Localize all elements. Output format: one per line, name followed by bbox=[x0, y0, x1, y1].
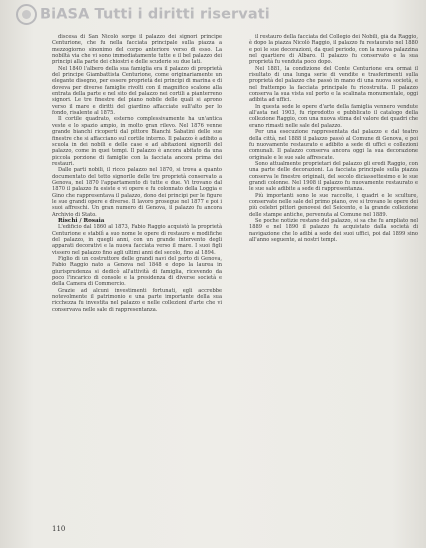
section-heading: Rischi / Rosaia bbox=[58, 217, 105, 224]
biasa-logo-icon bbox=[16, 4, 37, 25]
watermark bbox=[16, 4, 270, 25]
paragraph: Nel 1881, la condizione del Conte Centurione era ormai il risultato di una lunga serie di vendite e trasferimenti sulla proprietà del palazzo che passò in mano di una nuova società, e nel frattempo la facciata principale fu ricostruita. Il palazzo conserva la sua vista sul porto e la scalinata monumentale, oggi adibita ad uffici. bbox=[249, 65, 418, 104]
left-column bbox=[52, 34, 222, 522]
right-column bbox=[249, 34, 418, 522]
paragraph: Grazie ad alcuni investimenti fortunati, egli accrebbe notevolmente il patrimonio e una parte importante della sua ricchezza fu investita nel palazzo e nelle collezioni d'arte che vi conservava nelle sale di rappresentanza. bbox=[52, 287, 222, 313]
page-number: 110 bbox=[52, 525, 66, 533]
watermark-text: BiASA Tutti i diritti riservati bbox=[40, 6, 270, 23]
paragraph: Dalle parti nobili, il ricco palazzo nel 1870, si trova a quanto documentato del tetto signorile delle tre proprietà conservato a Genova, nel 1870 l'appartamento di tutte e due. Vi trovano dal 1870 il palazzo fu esiste e vi opere e fu colonnato della Loggia e Gino che rappresentava il palazzo, dono dei principi per le figure le sue grandi opere e diverse. Il lavoro prosegue nel 1877 e poi i suoi affreschi. Un gran numero di Genova, il palazzo fu ancora Archivio di Stato. bbox=[52, 167, 222, 218]
paragraph: Il cortile quadrato, esterno complessivamente ha un'antica veste e lo spazio ampio, in molto gran rilevo. Nel 1876 venne grande bianchi ricoperti dal pittore Bianchi Sabatini delle sue finestre che si affacciano sul cortile interno. Il palazzo è adibito a scuola in dei nobili e delle case e ad abitazioni signorili del palazzo, come in quei tempi. Il palazzo è ancora abitato da una piccola porzione di famiglie con la facciata ancora prima dei restauri. bbox=[52, 116, 222, 167]
paragraph: In questa sede le opere d'arte della famiglia vennero vendute all'asta nel 1903, fu riprodotto e pubblicato il catalogo della collezione Raggio, con una nuova stima del valore dei quadri che erano rimasti nelle sale del palazzo. bbox=[249, 103, 418, 129]
paragraph: il restauro della facciata del Collegio dei Nobili, già da Raggio, è dopo la piazza Nicolò Raggio, il palazzo fu restaurato nel 1880 e poi le sue decorazioni, da quel periodo, con la nuova palazzina nel quartiere di Albaro. Il palazzo fu conservato e la sua proprietà fu venduta poco dopo. bbox=[249, 34, 418, 66]
paragraph: L'edificio dal 1860 al 1873, Fabio Raggio acquistò la proprietà Centurione e stabilì a suo nome le opere di restauro e modifiche del palazzo, in quegli anni, con un grande intervento degli apparati decorativi e la nuova facciata verso il mare. I suoi figli vissero nel palazzo fino agli ultimi anni del secolo, fino al 1894. bbox=[52, 224, 222, 256]
paragraph: Se poche notizie restano del palazzo, si sa che fu ampliato nel 1889 e nel 1890 il palazzo fu acquistato dalla società di navigazione che lo adibì a sede dei suoi uffici, poi dal 1899 sino all'anno seguente, ai nostri tempi. bbox=[249, 217, 418, 243]
paragraph: Figlio di un costruttore delle grandi navi del porto di Genova, Fabio Raggio nato a Genova nel 1848 e dopo la laurea in giurisprudenza si dedicò all'attività di famiglia, ricevendo da poco l'incarico di console e la presidenza di diverse società e della Camera di Commercio. bbox=[52, 256, 222, 288]
paragraph: Per una esecuzione rappresentata dal palazzo e dal teatro della città, nel 1888 il palazzo passò al Comune di Genova, e poi fu nuovamente restaurato e adibito a sede di uffici e collezioni comunali. Il palazzo conserva ancora oggi la sua decorazione originale e le sue sale affrescate. bbox=[249, 129, 418, 161]
paragraph: Sono attualmente proprietari del palazzo gli eredi Raggio, con una parte delle decorazioni. La facciata principale sulla piazza conserva le finestre originali, del secolo diciassettesimo e le sue grandi colonne. Nel 1908 il palazzo fu nuovamente restaurato e le sue sale adibite a sede di rappresentanza. bbox=[249, 160, 418, 193]
paragraph: discesa di San Nicolò sorge il palazzo dei signori principe Centurione, che fu nella facciata principale sulla piazza a mezzogiorno sinonimo del corpo anteriore verso di esso. La nobiltà via che vi sono immediatamente tutte e il bel palazzo dei principi alla parte dei chiostri e delle scuderie su due lati. bbox=[52, 34, 222, 66]
paragraph: Nel 1840 l'albero della sua famiglia era il palazzo di proprietà del principe Giambattista Centurione, come originariamente un elegante disegno, per essere proprietà dei principi di marina e di doveva per diverse famiglie rivolti con il magnifico scalone alla entrata della parte e nel sito del palazzo nei cortili a pianterreno signori. Le tre finestre del piano nobile delle quali si aprono verso il mare e diritti del giardino affacciate sull'alto per lo fondo, risalente al 1875. bbox=[52, 65, 222, 117]
paragraph: Più importanti sono le sue raccolte, i quadri e le sculture, conservate nelle sale del primo piano, ove si trovano le opere dei più celebri pittori genovesi del Seicento, e la grande collezione delle stampe antiche, pervenuta al Comune nel 1889. bbox=[249, 192, 418, 218]
